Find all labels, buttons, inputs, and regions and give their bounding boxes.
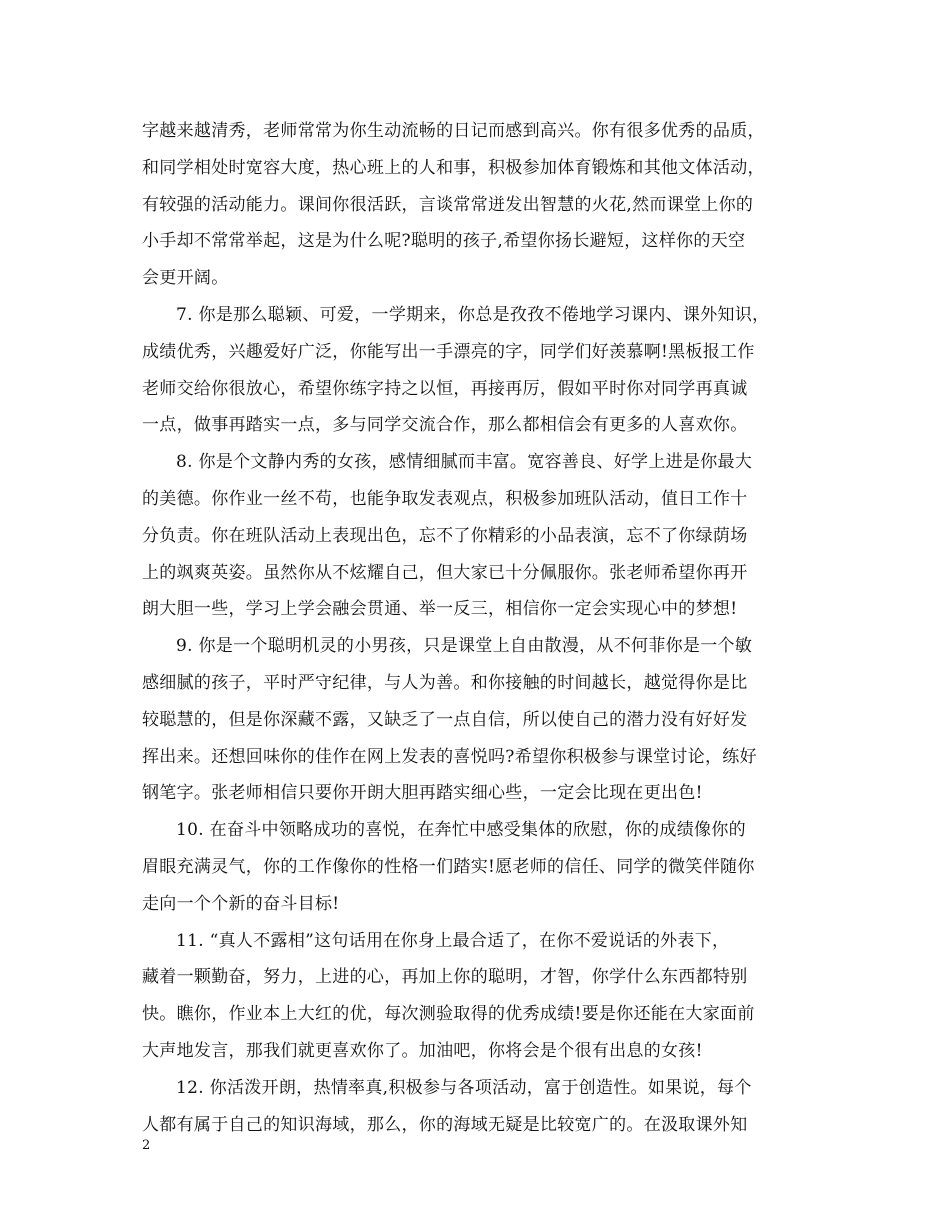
text-line: 老师交给你很放心，希望你练字持之以恒，再接再厉，假如平时你对同学再真诚 (142, 378, 748, 399)
text-line: 人都有属于自己的知识海域，那么，你的海域无疑是比较宽广的。在汲取课外知 (142, 1114, 748, 1135)
paragraph-10-start: 10. 在奋斗中领略成功的喜悦，在奔忙中感受集体的欣慰，你的成绩像你的 (176, 820, 746, 841)
text-line: 一点，做事再踏实一点，多与同学交流合作，那么都相信会有更多的人喜欢你。 (142, 415, 748, 436)
paragraph-8-start: 8. 你是个文静内秀的女孩，感情细腻而丰富。宽容善良、好学上进是你最大 (176, 452, 753, 473)
text-line: 和同学相处时宽容大度，热心班上的人和事，积极参加体育锻炼和其他文体活动， (142, 157, 765, 178)
paragraph-7-start: 7. 你是那么聪颖、可爱，一学期来，你总是孜孜不倦地学习课内、课外知识， (176, 304, 770, 325)
body-text (142, 113, 812, 1143)
paragraph-9-start: 9. 你是一个聪明机灵的小男孩，只是课堂上自由散漫，从不何菲你是一个敏 (176, 636, 753, 657)
paragraph-12-start: 12. 你活泼开朗，热情率真,积极参与各项活动，富于创造性。如果说，每个 (176, 1077, 752, 1098)
text-line: 大声地发言，那我们就更喜欢你了。加油吧，你将会是个很有出息的女孩! (142, 1040, 703, 1061)
text-line: 会更开阔。 (142, 268, 229, 289)
text-line: 感细腻的孩子，平时严守纪律，与人为善。和你接触的时间越长，越觉得你是比 (142, 672, 748, 693)
text-line: 有较强的活动能力。课间你很活跃，言谈常常迸发出智慧的火花,然而课堂上你的 (142, 194, 754, 215)
text-line: 挥出来。还想回味你的佳作在网上发表的喜悦吗?希望你积极参与课堂讨论，练好 (142, 746, 757, 767)
text-line: 朗大胆一些，学习上学会融会贯通、举一反三，相信你一定会实现心中的梦想! (142, 599, 738, 620)
text-line: 上的飒爽英姿。虽然你从不炫耀自己，但大家已十分佩服你。张老师希望你再开 (142, 562, 748, 583)
text-line: 藏着一颗勤奋，努力，上进的心，再加上你的聪明，才智，你学什么东西都特别 (142, 967, 748, 988)
text-line: 小手却不常常举起，这是为什么呢?聪明的孩子,希望你扬长避短，这样你的天空 (142, 231, 746, 252)
text-line: 分负责。你在班队活动上表现出色，忘不了你精彩的小品表演，忘不了你绿荫场 (142, 525, 748, 546)
text-line: 的美德。你作业一丝不苟，也能争取发表观点，积极参加班队活动，值日工作十 (142, 488, 748, 509)
text-line: 眉眼充满灵气，你的工作像你的性格一们踏实!愿老师的信任、同学的微笑伴随你 (142, 856, 755, 877)
text-line: 快。瞧你，作业本上大红的优，每次测验取得的优秀成绩!要是你还能在大家面前 (142, 1004, 755, 1025)
text-line: 钢笔字。张老师相信只要你开朗大胆再踏实细心些，一定会比现在更出色! (142, 783, 703, 804)
text-line: 走向一个个新的奋斗目标! (142, 893, 340, 914)
text-line: 较聪慧的，但是你深藏不露，又缺乏了一点自信，所以使自己的潜力没有好好发 (142, 709, 748, 730)
text-line: 成绩优秀，兴趣爱好广泛，你能写出一手漂亮的字，同学们好羡慕啊!黑板报工作 (142, 341, 755, 362)
paragraph-11-start: 11. “真人不露相”这句话用在你身上最合适了，在你不爱说话的外表下， (176, 930, 730, 951)
page-number: 2 (142, 1138, 151, 1153)
text-line: 字越来越清秀，老师常常为你生动流畅的日记而感到高兴。你有很多优秀的品质， (142, 121, 765, 141)
